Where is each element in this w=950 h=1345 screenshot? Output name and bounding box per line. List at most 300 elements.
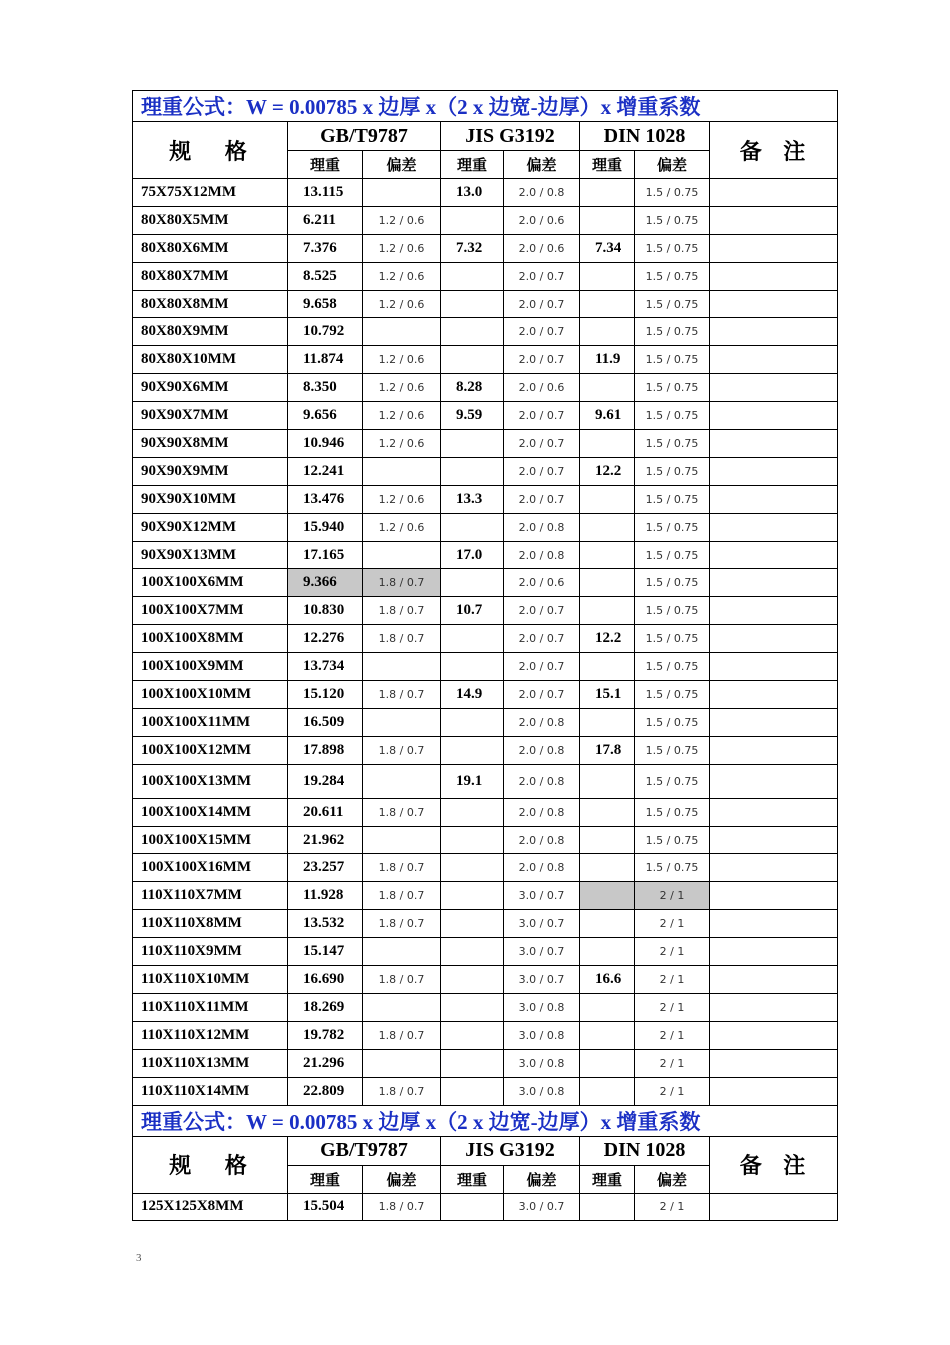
gb-tolerance-cell: 1.8 / 0.7 (363, 1077, 441, 1105)
din-tolerance-cell: 1.5 / 0.75 (635, 854, 710, 882)
jis-weight-cell (441, 854, 504, 882)
din-weight-cell (580, 597, 635, 625)
spec-header: 规 格 (133, 122, 288, 179)
jis-weight-cell: 17.0 (441, 541, 504, 569)
jis-weight-cell: 19.1 (441, 764, 504, 798)
gb-tolerance-cell (363, 708, 441, 736)
gb-tolerance-cell (363, 541, 441, 569)
jis-tolerance-cell: 2.0 / 0.7 (504, 346, 580, 374)
table-row (133, 966, 838, 994)
gb-weight-cell: 10.830 (288, 597, 363, 625)
spec-cell: 90X90X13MM (133, 541, 288, 569)
gb-weight-cell: 17.165 (288, 541, 363, 569)
jis-tolerance-cell: 2.0 / 0.8 (504, 513, 580, 541)
gb-tolerance-cell (363, 1049, 441, 1077)
din-tolerance-cell: 1.5 / 0.75 (635, 798, 710, 826)
jis-tolerance-cell: 2.0 / 0.7 (504, 318, 580, 346)
note-cell (710, 513, 838, 541)
note-cell (710, 854, 838, 882)
gb-weight-cell: 13.532 (288, 910, 363, 938)
jis-tolerance-cell: 3.0 / 0.8 (504, 1077, 580, 1105)
spec-cell: 100X100X13MM (133, 764, 288, 798)
jis-tolerance-cell: 2.0 / 0.6 (504, 234, 580, 262)
tolerance-subheader: 偏差 (504, 1165, 580, 1193)
din-tolerance-cell: 1.5 / 0.75 (635, 826, 710, 854)
table-row (133, 290, 838, 318)
gb-tolerance-cell: 1.8 / 0.7 (363, 966, 441, 994)
gb-tolerance-cell (363, 826, 441, 854)
table-row (133, 234, 838, 262)
jis-tolerance-cell: 2.0 / 0.7 (504, 430, 580, 458)
jis-weight-cell: 8.28 (441, 374, 504, 402)
table-row (133, 1193, 838, 1221)
table-row (133, 681, 838, 709)
note-cell (710, 625, 838, 653)
gb-tolerance-cell: 1.8 / 0.7 (363, 798, 441, 826)
standard-header-din: DIN 1028 (580, 1136, 710, 1165)
din-weight-cell (580, 541, 635, 569)
jis-tolerance-cell: 2.0 / 0.6 (504, 374, 580, 402)
note-cell (710, 318, 838, 346)
jis-tolerance-cell: 2.0 / 0.8 (504, 854, 580, 882)
din-tolerance-cell: 1.5 / 0.75 (635, 708, 710, 736)
spec-cell: 110X110X7MM (133, 882, 288, 910)
jis-weight-cell: 13.0 (441, 179, 504, 207)
spec-cell: 75X75X12MM (133, 179, 288, 207)
note-cell (710, 541, 838, 569)
jis-tolerance-cell: 2.0 / 0.7 (504, 485, 580, 513)
din-weight-cell (580, 854, 635, 882)
jis-weight-cell (441, 513, 504, 541)
jis-weight-cell: 10.7 (441, 597, 504, 625)
din-weight-cell (580, 374, 635, 402)
jis-weight-cell (441, 1193, 504, 1221)
tolerance-subheader: 偏差 (635, 1165, 710, 1193)
table-row (133, 938, 838, 966)
note-cell (710, 234, 838, 262)
table-row (133, 1077, 838, 1105)
spec-cell: 80X80X6MM (133, 234, 288, 262)
din-weight-cell (580, 826, 635, 854)
jis-tolerance-cell: 2.0 / 0.8 (504, 798, 580, 826)
din-weight-cell (580, 1021, 635, 1049)
note-cell (710, 798, 838, 826)
gb-weight-cell: 13.476 (288, 485, 363, 513)
jis-weight-cell (441, 1077, 504, 1105)
note-cell (710, 485, 838, 513)
din-tolerance-cell: 1.5 / 0.75 (635, 597, 710, 625)
gb-tolerance-cell: 1.2 / 0.6 (363, 234, 441, 262)
note-cell (710, 653, 838, 681)
table-row (133, 653, 838, 681)
note-cell (710, 993, 838, 1021)
spec-cell: 80X80X10MM (133, 346, 288, 374)
jis-tolerance-cell: 3.0 / 0.7 (504, 910, 580, 938)
table-row (133, 993, 838, 1021)
din-tolerance-cell: 1.5 / 0.75 (635, 736, 710, 764)
din-tolerance-cell: 1.5 / 0.75 (635, 318, 710, 346)
spec-cell: 100X100X15MM (133, 826, 288, 854)
din-tolerance-cell: 2 / 1 (635, 1021, 710, 1049)
tolerance-subheader: 偏差 (363, 1165, 441, 1193)
din-weight-cell (580, 798, 635, 826)
gb-weight-cell: 23.257 (288, 854, 363, 882)
din-tolerance-cell: 2 / 1 (635, 1049, 710, 1077)
note-cell (710, 457, 838, 485)
jis-tolerance-cell: 2.0 / 0.7 (504, 457, 580, 485)
jis-weight-cell (441, 882, 504, 910)
gb-weight-cell: 11.874 (288, 346, 363, 374)
spec-cell: 110X110X12MM (133, 1021, 288, 1049)
weight-subheader: 理重 (288, 1165, 363, 1193)
jis-weight-cell (441, 966, 504, 994)
din-weight-cell (580, 430, 635, 458)
din-tolerance-cell: 1.5 / 0.75 (635, 653, 710, 681)
gb-tolerance-cell: 1.8 / 0.7 (363, 1021, 441, 1049)
din-weight-cell: 17.8 (580, 736, 635, 764)
gb-weight-cell: 11.928 (288, 882, 363, 910)
gb-weight-cell: 9.658 (288, 290, 363, 318)
standard-header-jis: JIS G3192 (441, 1136, 580, 1165)
jis-tolerance-cell: 3.0 / 0.7 (504, 938, 580, 966)
jis-tolerance-cell: 2.0 / 0.6 (504, 206, 580, 234)
din-weight-cell: 12.2 (580, 625, 635, 653)
gb-tolerance-cell: 1.8 / 0.7 (363, 854, 441, 882)
note-cell (710, 402, 838, 430)
gb-weight-cell: 8.525 (288, 262, 363, 290)
din-weight-cell: 11.9 (580, 346, 635, 374)
din-weight-cell (580, 910, 635, 938)
gb-weight-cell: 16.509 (288, 708, 363, 736)
jis-weight-cell: 14.9 (441, 681, 504, 709)
jis-weight-cell (441, 1021, 504, 1049)
gb-tolerance-cell: 1.8 / 0.7 (363, 736, 441, 764)
spec-cell: 90X90X10MM (133, 485, 288, 513)
table-row (133, 798, 838, 826)
note-header: 备 注 (710, 122, 838, 179)
din-weight-cell (580, 764, 635, 798)
jis-tolerance-cell: 2.0 / 0.7 (504, 681, 580, 709)
gb-weight-cell: 15.504 (288, 1193, 363, 1221)
jis-weight-cell (441, 653, 504, 681)
angle-steel-table (132, 90, 838, 1221)
table-row (133, 346, 838, 374)
table-row (133, 402, 838, 430)
gb-tolerance-cell: 1.2 / 0.6 (363, 485, 441, 513)
din-tolerance-cell: 1.5 / 0.75 (635, 290, 710, 318)
weight-subheader: 理重 (288, 151, 363, 179)
jis-weight-cell (441, 910, 504, 938)
gb-weight-cell: 15.147 (288, 938, 363, 966)
jis-tolerance-cell: 3.0 / 0.8 (504, 993, 580, 1021)
din-weight-cell (580, 708, 635, 736)
gb-weight-cell: 19.284 (288, 764, 363, 798)
jis-weight-cell: 13.3 (441, 485, 504, 513)
spec-header: 规 格 (133, 1136, 288, 1193)
table-row (133, 430, 838, 458)
spec-cell: 100X100X16MM (133, 854, 288, 882)
jis-tolerance-cell: 3.0 / 0.8 (504, 1021, 580, 1049)
gb-weight-cell: 10.792 (288, 318, 363, 346)
din-tolerance-cell: 2 / 1 (635, 882, 710, 910)
din-tolerance-cell: 2 / 1 (635, 1077, 710, 1105)
gb-tolerance-cell: 1.2 / 0.6 (363, 513, 441, 541)
jis-tolerance-cell: 2.0 / 0.7 (504, 597, 580, 625)
table-row (133, 1021, 838, 1049)
gb-tolerance-cell: 1.8 / 0.7 (363, 597, 441, 625)
note-cell (710, 966, 838, 994)
din-weight-cell: 7.34 (580, 234, 635, 262)
jis-tolerance-cell: 3.0 / 0.7 (504, 1193, 580, 1221)
din-tolerance-cell: 2 / 1 (635, 966, 710, 994)
gb-weight-cell: 10.946 (288, 430, 363, 458)
din-weight-cell (580, 938, 635, 966)
note-cell (710, 736, 838, 764)
weight-subheader: 理重 (580, 1165, 635, 1193)
gb-weight-cell: 13.115 (288, 179, 363, 207)
din-tolerance-cell: 1.5 / 0.75 (635, 513, 710, 541)
standard-header-jis: JIS G3192 (441, 122, 580, 151)
din-weight-cell: 12.2 (580, 457, 635, 485)
gb-tolerance-cell (363, 457, 441, 485)
din-weight-cell (580, 882, 635, 910)
spec-cell: 80X80X7MM (133, 262, 288, 290)
jis-weight-cell (441, 430, 504, 458)
jis-weight-cell (441, 625, 504, 653)
jis-weight-cell (441, 798, 504, 826)
gb-tolerance-cell: 1.2 / 0.6 (363, 206, 441, 234)
note-cell (710, 374, 838, 402)
din-weight-cell (580, 318, 635, 346)
din-tolerance-cell: 1.5 / 0.75 (635, 485, 710, 513)
gb-weight-cell: 12.276 (288, 625, 363, 653)
gb-tolerance-cell (363, 318, 441, 346)
tolerance-subheader: 偏差 (504, 151, 580, 179)
gb-tolerance-cell (363, 764, 441, 798)
table-row (133, 457, 838, 485)
note-cell (710, 910, 838, 938)
note-cell (710, 206, 838, 234)
note-cell (710, 826, 838, 854)
table-row (133, 597, 838, 625)
spec-cell: 90X90X8MM (133, 430, 288, 458)
table-row (133, 854, 838, 882)
gb-weight-cell: 7.376 (288, 234, 363, 262)
note-cell (710, 569, 838, 597)
table-row (133, 374, 838, 402)
spec-cell: 125X125X8MM (133, 1193, 288, 1221)
din-tolerance-cell: 1.5 / 0.75 (635, 430, 710, 458)
jis-tolerance-cell: 2.0 / 0.7 (504, 653, 580, 681)
spec-cell: 80X80X9MM (133, 318, 288, 346)
spec-cell: 110X110X8MM (133, 910, 288, 938)
jis-weight-cell (441, 1049, 504, 1077)
gb-weight-cell: 18.269 (288, 993, 363, 1021)
gb-weight-cell: 8.350 (288, 374, 363, 402)
table-row (133, 318, 838, 346)
din-weight-cell (580, 485, 635, 513)
din-tolerance-cell: 1.5 / 0.75 (635, 234, 710, 262)
din-tolerance-cell: 1.5 / 0.75 (635, 402, 710, 430)
din-tolerance-cell: 1.5 / 0.75 (635, 457, 710, 485)
table-row (133, 541, 838, 569)
note-cell (710, 708, 838, 736)
spec-cell: 90X90X9MM (133, 457, 288, 485)
table-row (133, 513, 838, 541)
note-cell (710, 179, 838, 207)
jis-tolerance-cell: 2.0 / 0.8 (504, 764, 580, 798)
spec-cell: 100X100X14MM (133, 798, 288, 826)
gb-tolerance-cell: 1.2 / 0.6 (363, 290, 441, 318)
page-number: 3 (136, 1252, 142, 1264)
gb-tolerance-cell: 1.8 / 0.7 (363, 681, 441, 709)
gb-tolerance-cell: 1.8 / 0.7 (363, 569, 441, 597)
table-row (133, 708, 838, 736)
jis-tolerance-cell: 3.0 / 0.7 (504, 882, 580, 910)
note-cell (710, 290, 838, 318)
standard-header-gb: GB/T9787 (288, 1136, 441, 1165)
table-row (133, 569, 838, 597)
weight-subheader: 理重 (441, 151, 504, 179)
note-cell (710, 1193, 838, 1221)
table-row (133, 736, 838, 764)
jis-tolerance-cell: 2.0 / 0.8 (504, 736, 580, 764)
gb-tolerance-cell: 1.8 / 0.7 (363, 910, 441, 938)
gb-weight-cell: 20.611 (288, 798, 363, 826)
din-tolerance-cell: 2 / 1 (635, 938, 710, 966)
din-tolerance-cell: 2 / 1 (635, 910, 710, 938)
jis-tolerance-cell: 2.0 / 0.7 (504, 262, 580, 290)
din-tolerance-cell: 1.5 / 0.75 (635, 262, 710, 290)
jis-tolerance-cell: 2.0 / 0.8 (504, 826, 580, 854)
din-weight-cell (580, 206, 635, 234)
din-tolerance-cell: 2 / 1 (635, 993, 710, 1021)
table-row (133, 764, 838, 798)
gb-weight-cell: 17.898 (288, 736, 363, 764)
gb-tolerance-cell: 1.2 / 0.6 (363, 402, 441, 430)
din-tolerance-cell: 1.5 / 0.75 (635, 206, 710, 234)
table-row (133, 625, 838, 653)
spec-cell: 80X80X8MM (133, 290, 288, 318)
tolerance-subheader: 偏差 (363, 151, 441, 179)
din-tolerance-cell: 1.5 / 0.75 (635, 681, 710, 709)
spec-cell: 100X100X12MM (133, 736, 288, 764)
jis-weight-cell (441, 938, 504, 966)
table-row (133, 485, 838, 513)
din-tolerance-cell: 1.5 / 0.75 (635, 764, 710, 798)
formula-banner: 理重公式：W = 0.00785 x 边厚 x（2 x 边宽-边厚）x 增重系数 (133, 1105, 838, 1136)
tolerance-subheader: 偏差 (635, 151, 710, 179)
jis-tolerance-cell: 2.0 / 0.7 (504, 402, 580, 430)
din-tolerance-cell: 1.5 / 0.75 (635, 346, 710, 374)
spec-cell: 110X110X9MM (133, 938, 288, 966)
gb-weight-cell: 21.962 (288, 826, 363, 854)
spec-cell: 90X90X12MM (133, 513, 288, 541)
din-tolerance-cell: 1.5 / 0.75 (635, 179, 710, 207)
table-row (133, 1049, 838, 1077)
jis-weight-cell (441, 708, 504, 736)
weight-subheader: 理重 (580, 151, 635, 179)
note-cell (710, 764, 838, 798)
gb-tolerance-cell: 1.8 / 0.7 (363, 625, 441, 653)
spec-cell: 100X100X7MM (133, 597, 288, 625)
din-tolerance-cell: 2 / 1 (635, 1193, 710, 1221)
table-row (133, 206, 838, 234)
jis-weight-cell (441, 262, 504, 290)
table-row (133, 262, 838, 290)
note-cell (710, 1049, 838, 1077)
table-row (133, 179, 838, 207)
din-weight-cell (580, 993, 635, 1021)
din-tolerance-cell: 1.5 / 0.75 (635, 541, 710, 569)
note-cell (710, 938, 838, 966)
jis-weight-cell: 7.32 (441, 234, 504, 262)
jis-weight-cell (441, 206, 504, 234)
note-cell (710, 430, 838, 458)
spec-cell: 100X100X10MM (133, 681, 288, 709)
din-weight-cell: 16.6 (580, 966, 635, 994)
spec-sheet (132, 90, 837, 1221)
spec-cell: 100X100X9MM (133, 653, 288, 681)
jis-tolerance-cell: 3.0 / 0.7 (504, 966, 580, 994)
note-cell (710, 346, 838, 374)
din-weight-cell (580, 653, 635, 681)
jis-tolerance-cell: 2.0 / 0.8 (504, 541, 580, 569)
din-tolerance-cell: 1.5 / 0.75 (635, 625, 710, 653)
note-cell (710, 262, 838, 290)
spec-cell: 110X110X11MM (133, 993, 288, 1021)
spec-cell: 90X90X7MM (133, 402, 288, 430)
jis-weight-cell (441, 993, 504, 1021)
note-header: 备 注 (710, 1136, 838, 1193)
gb-tolerance-cell (363, 179, 441, 207)
gb-tolerance-cell (363, 993, 441, 1021)
jis-tolerance-cell: 2.0 / 0.6 (504, 569, 580, 597)
jis-weight-cell (441, 346, 504, 374)
gb-weight-cell: 9.656 (288, 402, 363, 430)
note-cell (710, 681, 838, 709)
din-weight-cell: 9.61 (580, 402, 635, 430)
gb-weight-cell: 19.782 (288, 1021, 363, 1049)
gb-tolerance-cell: 1.2 / 0.6 (363, 374, 441, 402)
gb-weight-cell: 22.809 (288, 1077, 363, 1105)
note-cell (710, 882, 838, 910)
jis-weight-cell (441, 318, 504, 346)
din-weight-cell (580, 262, 635, 290)
spec-cell: 100X100X6MM (133, 569, 288, 597)
gb-weight-cell: 13.734 (288, 653, 363, 681)
table-row (133, 826, 838, 854)
jis-tolerance-cell: 2.0 / 0.7 (504, 290, 580, 318)
gb-weight-cell: 12.241 (288, 457, 363, 485)
jis-weight-cell: 9.59 (441, 402, 504, 430)
jis-tolerance-cell: 2.0 / 0.8 (504, 179, 580, 207)
gb-weight-cell: 6.211 (288, 206, 363, 234)
gb-tolerance-cell: 1.8 / 0.7 (363, 1193, 441, 1221)
jis-weight-cell (441, 457, 504, 485)
din-tolerance-cell: 1.5 / 0.75 (635, 569, 710, 597)
din-weight-cell (580, 569, 635, 597)
spec-cell: 110X110X10MM (133, 966, 288, 994)
jis-tolerance-cell: 2.0 / 0.8 (504, 708, 580, 736)
spec-cell: 90X90X6MM (133, 374, 288, 402)
note-cell (710, 1077, 838, 1105)
gb-weight-cell: 15.940 (288, 513, 363, 541)
gb-weight-cell: 9.366 (288, 569, 363, 597)
gb-tolerance-cell (363, 938, 441, 966)
note-cell (710, 597, 838, 625)
table-row (133, 882, 838, 910)
